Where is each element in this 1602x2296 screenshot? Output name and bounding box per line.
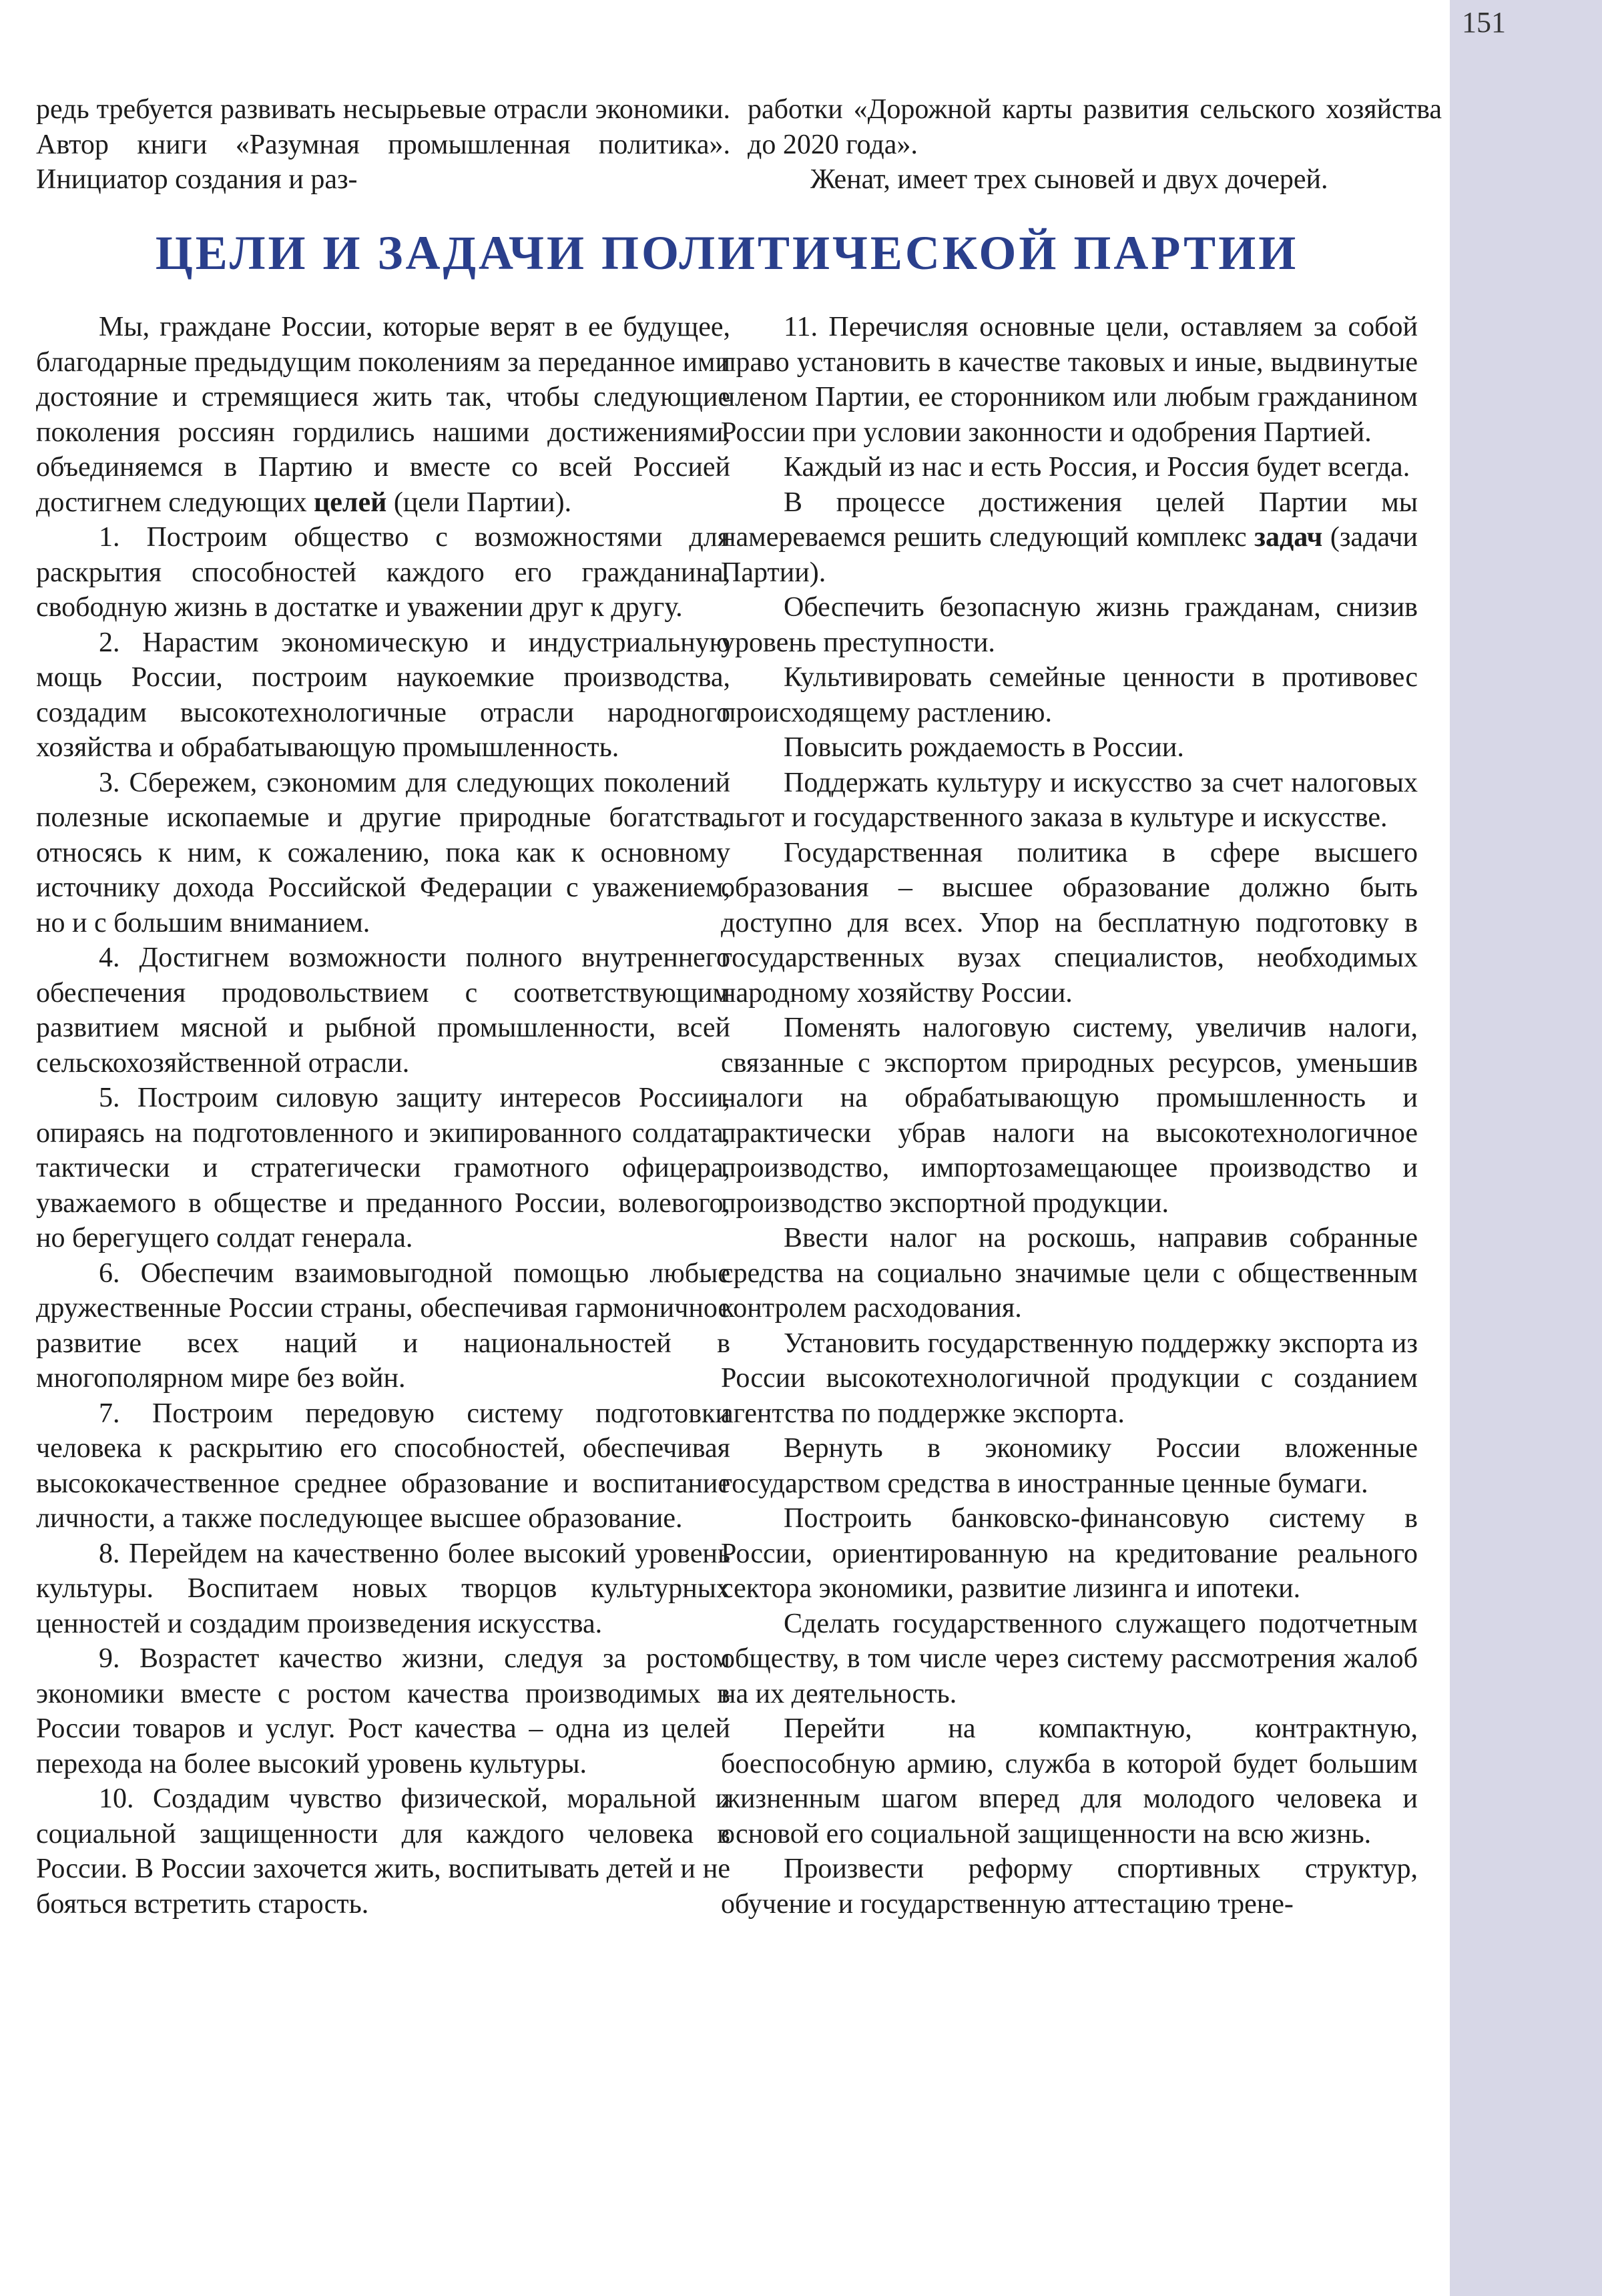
- task-item-13: Произвести реформу спортивных структур, обучение и государственную аттестацию трене-: [721, 1853, 1418, 1920]
- section-heading: ЦЕЛИ И ЗАДАЧИ ПОЛИТИЧЕСКОЙ ПАРТИИ: [155, 226, 1299, 280]
- goals-intro-tail: (цели Партии).: [386, 487, 572, 518]
- task-item-12: Перейти на компактную, контрактную, боеспособную армию, служба в которой будет большим жизненным шагом вперед для молодого человека и основой его социальной защищенности на всю жизнь.: [721, 1713, 1418, 1849]
- task-item-1: Обеспечить безопасную жизнь гражданам, снизив уровень преступности.: [721, 592, 1418, 658]
- top-right-column: [748, 92, 1442, 198]
- goal-item-5: 5. Построим силовую защиту интересов России, опираясь на подготовленного и экипированного солдата, тактически и стратегически грамотного офицера, уважаемого в обществе и преданного России, волевого, но берегущего солдат генерала.: [36, 1083, 730, 1253]
- task-item-8: Установить государственную поддержку экспорта из России высокотехнологичной продукции с созданием агентства по поддержке экспорта.: [721, 1328, 1418, 1429]
- goal-item-4: 4. Достигнем возможности полного внутреннего обеспечения продовольствием с соответствующим развитием мясной и рыбной промышленности, всей сельскохозяйственной отрасли.: [36, 942, 730, 1079]
- goal-item-10: 10. Создадим чувство физической, моральной и социальной защищенности для каждого человека в России. В России захочется жить, воспитывать детей и не бояться встретить старость.: [36, 1783, 730, 1920]
- top-left-column: [36, 92, 730, 198]
- goal-item-9: 9. Возрастет качество жизни, следуя за ростом экономики вместе с ростом качества производимых в России товаров и услуг. Рост качества – одна из целей перехода на более высокий уровень культуры.: [36, 1643, 730, 1779]
- goals-column: [36, 310, 730, 1922]
- page-number: 151: [1462, 6, 1506, 39]
- task-item-10: Построить банковско-финансовую систему в России, ориентированную на кредитование реального сектора экономики, развитие лизинга и ипотеки.: [721, 1503, 1418, 1604]
- task-item-5: Государственная политика в сфере высшего образования – высшее образование должно быть доступно для всех. Упор на бесплатную подготовку в государственных вузах специалистов, необходимых народному хозяйству России.: [721, 837, 1418, 1009]
- goal-item-1: 1. Построим общество с возможностями для раскрытия способностей каждого его гражданина, свободную жизнь в достатке и уважении друг к другу.: [36, 522, 730, 623]
- goals-intro-text: Мы, граждане России, которые верят в ее будущее, благодарные предыдущим поколениям за переданное ими достояние и стремящиеся жить так, чтобы следующие поколения россиян гордились нашими достижениями, объединяемся в Партию и вместе со всей Россией достигнем следующих: [36, 312, 730, 518]
- top-left-paragraph: редь требуется развивать несырьевые отрасли экономики. Автор книги «Разумная промышленная политика». Инициатор создания и раз-: [36, 94, 730, 195]
- task-item-2: Культивировать семейные ценности в противовес происходящему растлению.: [721, 662, 1418, 728]
- goal-item-3: 3. Сбережем, сэкономим для следующих поколений полезные ископаемые и другие природные богатства, относясь к ним, к сожалению, пока как к основному источнику дохода Российской Федерации с уважением, но и с большим вниманием.: [36, 767, 730, 938]
- goals-intro: [36, 310, 730, 520]
- task-item-6: Поменять налоговую систему, увеличив налоги, связанные с экспортом природных ресурсов, уменьшив налоги на обрабатывающую промышленность и практически убрав налоги на высокотехнологичное производство, импортозамещающее производство и производство экспортной продукции.: [721, 1013, 1418, 1219]
- goal-item-7: 7. Построим передовую систему подготовки человека к раскрытию его способностей, обеспечивая высококачественное среднее образование и воспитание личности, а также последующее высшее образование.: [36, 1398, 730, 1534]
- goal-item-2: 2. Нарастим экономическую и индустриальную мощь России, построим наукоемкие производства, создадим высокотехнологичные отрасли народного хозяйства и обрабатывающую промышленность.: [36, 627, 730, 763]
- page-side-band: [1450, 0, 1602, 2296]
- goals-keyword: целей: [314, 487, 387, 518]
- task-item-9: Вернуть в экономику России вложенные государством средства в иностранные ценные бумаги.: [721, 1433, 1418, 1499]
- task-item-7: Ввести налог на роскошь, направив собранные средства на социально значимые цели с общественным контролем расходования.: [721, 1223, 1418, 1324]
- task-item-3: Повысить рождаемость в России.: [784, 732, 1184, 763]
- goal-item-11: 11. Перечисляя основные цели, оставляем за собой право установить в качестве таковых и иные, выдвинутые членом Партии, ее сторонником или любым гражданином России при условии законности и одобрения Партией.: [721, 312, 1418, 448]
- tasks-intro-tail: (задачи Партии).: [721, 522, 1418, 588]
- top-right-paragraph-2: Женат, имеет трех сыновей и двух дочерей.: [810, 164, 1328, 195]
- goal-item-8: 8. Перейдем на качественно более высокий уровень культуры. Воспитаем новых творцов культурных ценностей и создадим произведения искусства.: [36, 1538, 730, 1639]
- tasks-keyword: задач: [1254, 522, 1323, 553]
- task-item-11: Сделать государственного служащего подотчетным обществу, в том числе через систему рассмотрения жалоб на их деятельность.: [721, 1608, 1418, 1709]
- tasks-intro: [721, 485, 1418, 591]
- tasks-column: [721, 310, 1418, 1922]
- tasks-intro-text: В процессе достижения целей Партии мы намереваемся решить следующий комплекс: [721, 487, 1418, 553]
- top-right-paragraph-1: работки «Дорожной карты развития сельского хозяйства до 2020 года».: [748, 94, 1442, 160]
- task-item-4: Поддержать культуру и искусство за счет налоговых льгот и государственного заказа в культуре и искусстве.: [721, 767, 1418, 833]
- russia-statement: Каждый из нас и есть Россия, и Россия будет всегда.: [784, 452, 1410, 483]
- goal-item-6: 6. Обеспечим взаимовыгодной помощью любые дружественные России страны, обеспечивая гармоничное развитие всех наций и национальностей в многополярном мире без войн.: [36, 1257, 730, 1394]
